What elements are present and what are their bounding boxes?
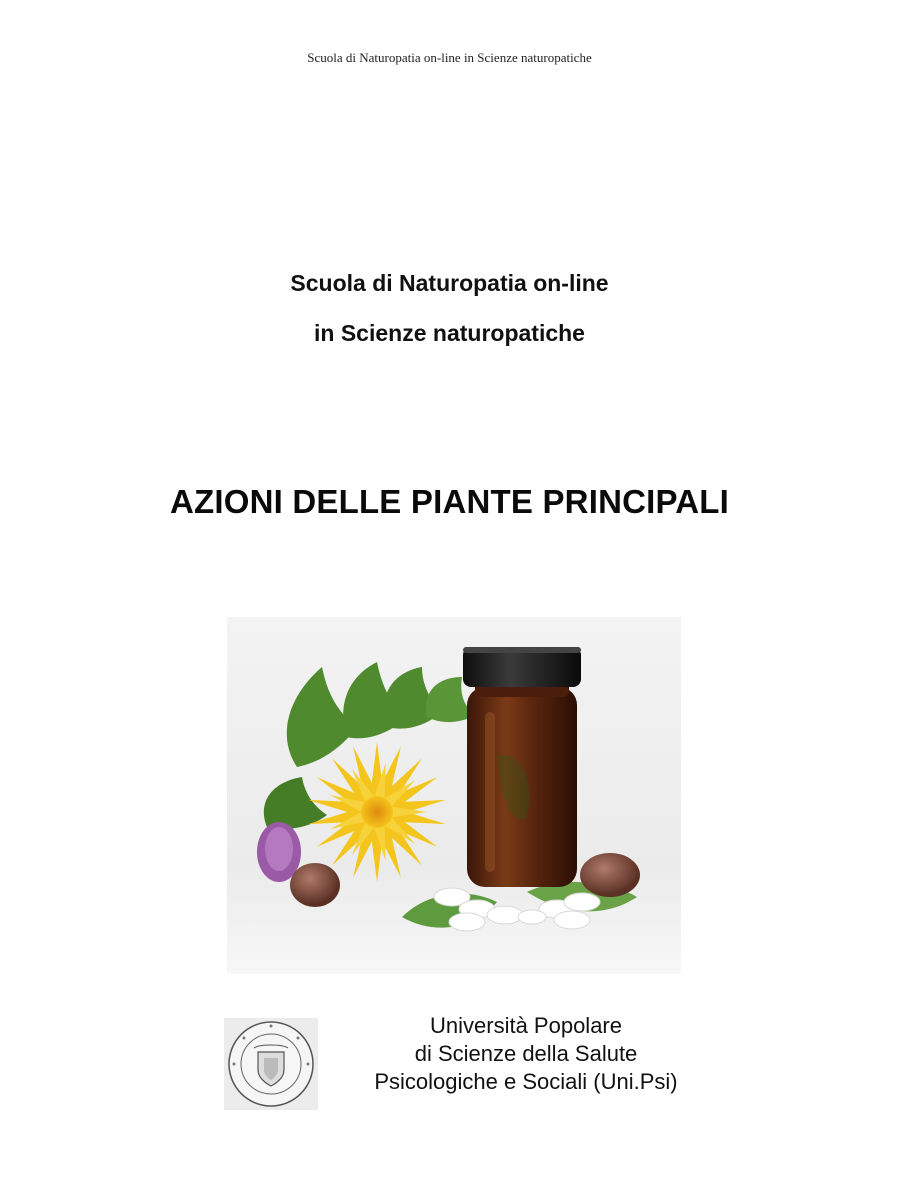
herbal-remedy-image [227, 617, 681, 974]
cover-subtitle-line-1: Scuola di Naturopatia on-line [290, 270, 609, 296]
university-seal-logo-icon [224, 1018, 318, 1110]
amber-bottle [463, 647, 581, 887]
institution-line-1: Università Popolare [430, 1013, 622, 1038]
university-seal [224, 1018, 318, 1110]
institution-line-2: di Scienze della Salute [414, 1041, 638, 1066]
institution-line-3: Psicologiche e Sociali (Uni.Psi) [374, 1069, 678, 1094]
cover-subtitle-line-2: in Scienze naturopatiche [314, 320, 585, 346]
cover-title: AZIONI DELLE PIANTE PRINCIPALI [169, 483, 730, 520]
running-header: Scuola di Naturopatia on-line in Scienze naturopatiche [307, 50, 592, 65]
institution-name [340, 1012, 712, 1096]
